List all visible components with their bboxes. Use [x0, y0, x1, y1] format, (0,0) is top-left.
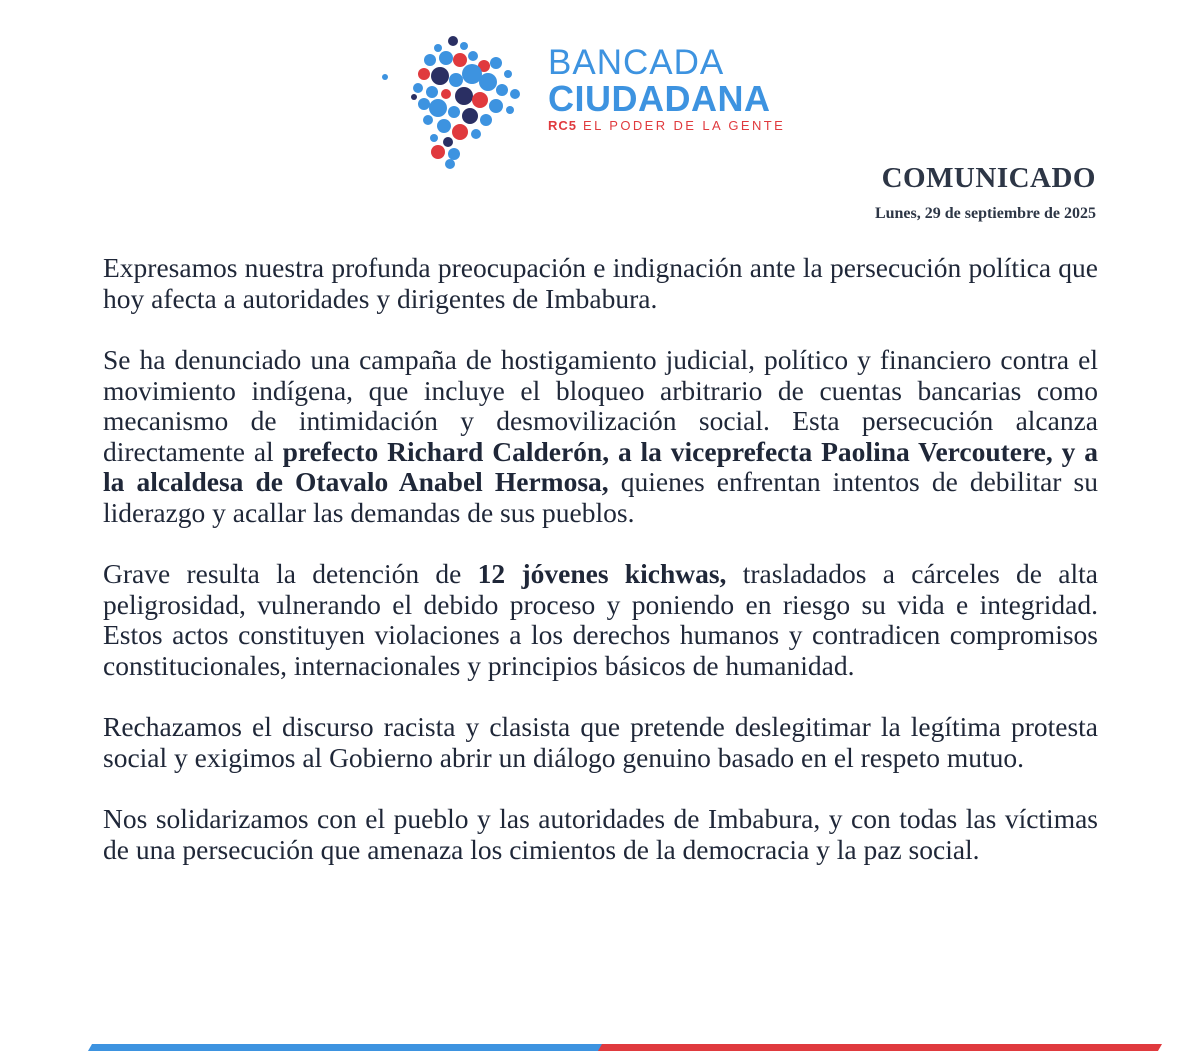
paragraph-2-text-a: Se ha denunciado una campaña de hostigamiento judicial, político y financiero contra el movimiento indígena, que incluye el bloqueo arbitrario de cuentas bancarias como mecanismo de intimidación y desmovilización social. Esta persecución alcanza directamente al	[103, 344, 1098, 467]
paragraph-2-bold: prefecto Richard Calderón, a la viceprefecta Paolina Vercoutere, y a la alcaldesa de Otavalo Anabel Hermosa,	[103, 435, 1098, 497]
document-title: COMUNICADO	[881, 162, 1096, 194]
paragraph-3-bold: 12 jóvenes kichwas,	[477, 558, 727, 589]
brand-tagline-prefix: RC5	[548, 118, 578, 133]
dotted-map-icon	[380, 34, 530, 170]
paragraph-1: Expresamos nuestra profunda preocupación e indignación ante la persecución política que hoy afecta a autoridades y dirigentes de Imbabura.	[103, 252, 1098, 314]
footer-bar-blue	[88, 1044, 612, 1051]
footer-color-bar	[0, 1041, 1200, 1051]
paragraph-3-text-a: Grave resulta la detención de	[103, 558, 478, 589]
paragraph-2	[103, 345, 1098, 528]
paragraph-3	[103, 559, 1098, 681]
brand-name-line2: CIUDADANA	[548, 78, 771, 119]
brand-tagline-text: EL PODER DE LA GENTE	[583, 118, 786, 133]
bancada-ciudadana-logo	[380, 34, 830, 170]
paragraph-4: Rechazamos el discurso racista y clasista que pretende deslegitimar la legítima protesta social y exigimos al Gobierno abrir un diálogo genuino basado en el respeto mutuo.	[103, 711, 1098, 773]
document-body	[103, 253, 1098, 896]
footer-bar-red	[598, 1044, 1162, 1051]
logo-wordmark	[548, 43, 786, 134]
paragraph-5: Nos solidarizamos con el pueblo y las autoridades de Imbabura, y con todas las víctimas de una persecución que amenaza los cimientos de la democracia y la paz social.	[103, 803, 1098, 865]
paragraph-2-text-b: quienes enfrentan intentos de debilitar su liderazgo y acallar las demandas de sus pueblos.	[103, 466, 1098, 528]
document-date: Lunes, 29 de septiembre de 2025	[874, 205, 1096, 222]
paragraph-3-text-b: trasladados a cárceles de alta peligrosidad, vulnerando el debido proceso y poniendo en riesgo su vida e integridad. Estos actos constituyen violaciones a los derechos humanos y contradicen compromisos constitucionales, internacionales y principios básicos de humanidad.	[103, 558, 1099, 681]
brand-name-line1: BANCADA	[548, 43, 725, 82]
brand-tagline	[548, 118, 785, 134]
